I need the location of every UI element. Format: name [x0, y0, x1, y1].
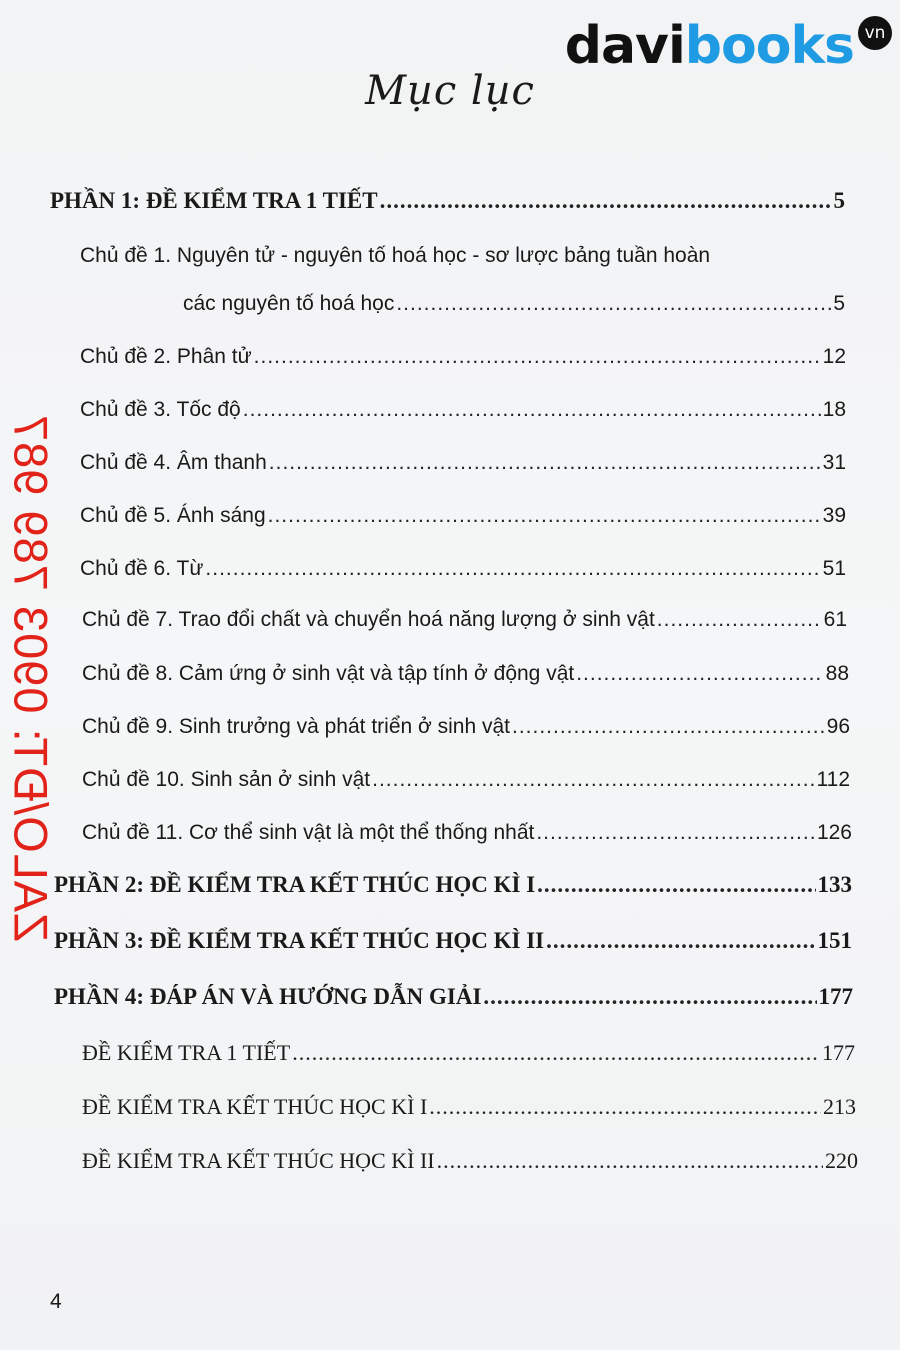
contact-watermark — [0, 348, 64, 1008]
toc-label: ĐỀ KIỂM TRA KẾT THÚC HỌC KÌ I — [82, 1094, 428, 1119]
toc-leader — [483, 984, 816, 1010]
toc-label: các nguyên tố hoá học — [183, 292, 395, 315]
toc-page: 220 — [825, 1148, 858, 1173]
toc-topic-11 — [82, 821, 852, 845]
toc-topic-2 — [80, 345, 846, 369]
toc-topic-10 — [82, 768, 850, 792]
toc-page: 12 — [822, 345, 846, 368]
toc-page: 151 — [817, 928, 852, 953]
toc-leader — [254, 345, 821, 369]
toc-part-4 — [54, 984, 853, 1010]
toc-leader — [372, 768, 814, 792]
toc-topic-7 — [82, 608, 847, 632]
toc-label: Chủ đề 3. Tốc độ — [80, 398, 241, 421]
toc-label: PHẦN 1: ĐỀ KIỂM TRA 1 TIẾT — [50, 188, 378, 213]
toc-page: 177 — [822, 1040, 855, 1065]
toc-leader — [537, 872, 815, 898]
toc-topic-1 — [80, 244, 860, 268]
toc-topic-3 — [80, 398, 846, 422]
contact-text: ZALO/ĐT: 0903 789 987 — [4, 414, 58, 942]
toc-part-1 — [50, 188, 845, 214]
logo-vn-badge: vn — [858, 16, 892, 50]
toc-page: 39 — [822, 504, 846, 527]
toc-page: 61 — [823, 608, 847, 631]
toc-page: 5 — [833, 292, 845, 315]
toc-answer-3 — [82, 1148, 858, 1174]
toc-label: Chủ đề 2. Phân tử — [80, 345, 252, 368]
logo-books: books — [684, 16, 854, 76]
toc-topic-4 — [80, 451, 846, 475]
toc-label: PHẦN 3: ĐỀ KIỂM TRA KẾT THÚC HỌC KÌ II — [54, 928, 545, 953]
toc-topic-8 — [82, 662, 849, 686]
page-number: 4 — [50, 1290, 62, 1313]
toc-topic-9 — [82, 715, 850, 739]
toc-page: 31 — [822, 451, 846, 474]
toc-page: 88 — [825, 662, 849, 685]
toc-label: ĐỀ KIỂM TRA KẾT THÚC HỌC KÌ II — [82, 1148, 435, 1173]
toc-leader — [268, 504, 821, 528]
toc-topic-6 — [80, 557, 846, 581]
toc-label: Chủ đề 8. Cảm ứng ở sinh vật và tập tính ở động vật — [82, 662, 575, 685]
toc-page: 177 — [818, 984, 853, 1009]
toc-leader — [657, 608, 822, 632]
toc-leader — [243, 398, 821, 422]
toc-part-2 — [54, 872, 852, 898]
toc-part-3 — [54, 928, 852, 954]
toc-leader — [429, 1094, 821, 1120]
toc-page: 213 — [823, 1094, 856, 1119]
toc-leader — [269, 451, 821, 475]
toc-leader — [205, 557, 820, 581]
toc-page: 112 — [816, 768, 850, 791]
toc-page: 18 — [822, 398, 846, 421]
toc-label: Chủ đề 11. Cơ thể sinh vật là một thể thống nhất — [82, 821, 535, 844]
toc-label: PHẦN 2: ĐỀ KIỂM TRA KẾT THÚC HỌC KÌ I — [54, 872, 536, 897]
toc-page: 5 — [833, 188, 845, 213]
toc-leader — [546, 928, 815, 954]
toc-label: Chủ đề 5. Ánh sáng — [80, 504, 266, 527]
toc-topic-1-cont — [183, 292, 845, 316]
toc-label: Chủ đề 4. Âm thanh — [80, 451, 267, 474]
page-title: Mục lục — [365, 68, 535, 114]
toc-label: Chủ đề 6. Từ — [80, 557, 204, 580]
toc-label: Chủ đề 7. Trao đổi chất và chuyển hoá năng lượng ở sinh vật — [82, 608, 655, 631]
logo-davi: davi — [564, 16, 685, 76]
toc-leader — [396, 292, 831, 316]
toc-leader — [512, 715, 825, 739]
toc-label: Chủ đề 9. Sinh trưởng và phát triển ở sinh vật — [82, 715, 510, 738]
toc-page: 126 — [816, 821, 852, 844]
toc-answer-2 — [82, 1094, 856, 1120]
toc-page: 51 — [822, 557, 846, 580]
toc-leader — [292, 1040, 820, 1066]
toc-label: PHẦN 4: ĐÁP ÁN VÀ HƯỚNG DẪN GIẢI — [54, 984, 482, 1009]
toc-label: ĐỀ KIỂM TRA 1 TIẾT — [82, 1040, 291, 1065]
toc-leader — [437, 1148, 823, 1174]
toc-label: Chủ đề 1. Nguyên tử - nguyên tố hoá học - sơ lược bảng tuần hoàn — [80, 244, 711, 267]
toc-answer-1 — [82, 1040, 855, 1066]
toc-leader — [576, 662, 823, 686]
toc-leader — [536, 821, 815, 845]
toc-topic-5 — [80, 504, 846, 528]
toc-page: 96 — [826, 715, 850, 738]
toc-leader — [380, 188, 832, 214]
toc-page: 133 — [817, 872, 852, 897]
toc-label: Chủ đề 10. Sinh sản ở sinh vật — [82, 768, 371, 791]
